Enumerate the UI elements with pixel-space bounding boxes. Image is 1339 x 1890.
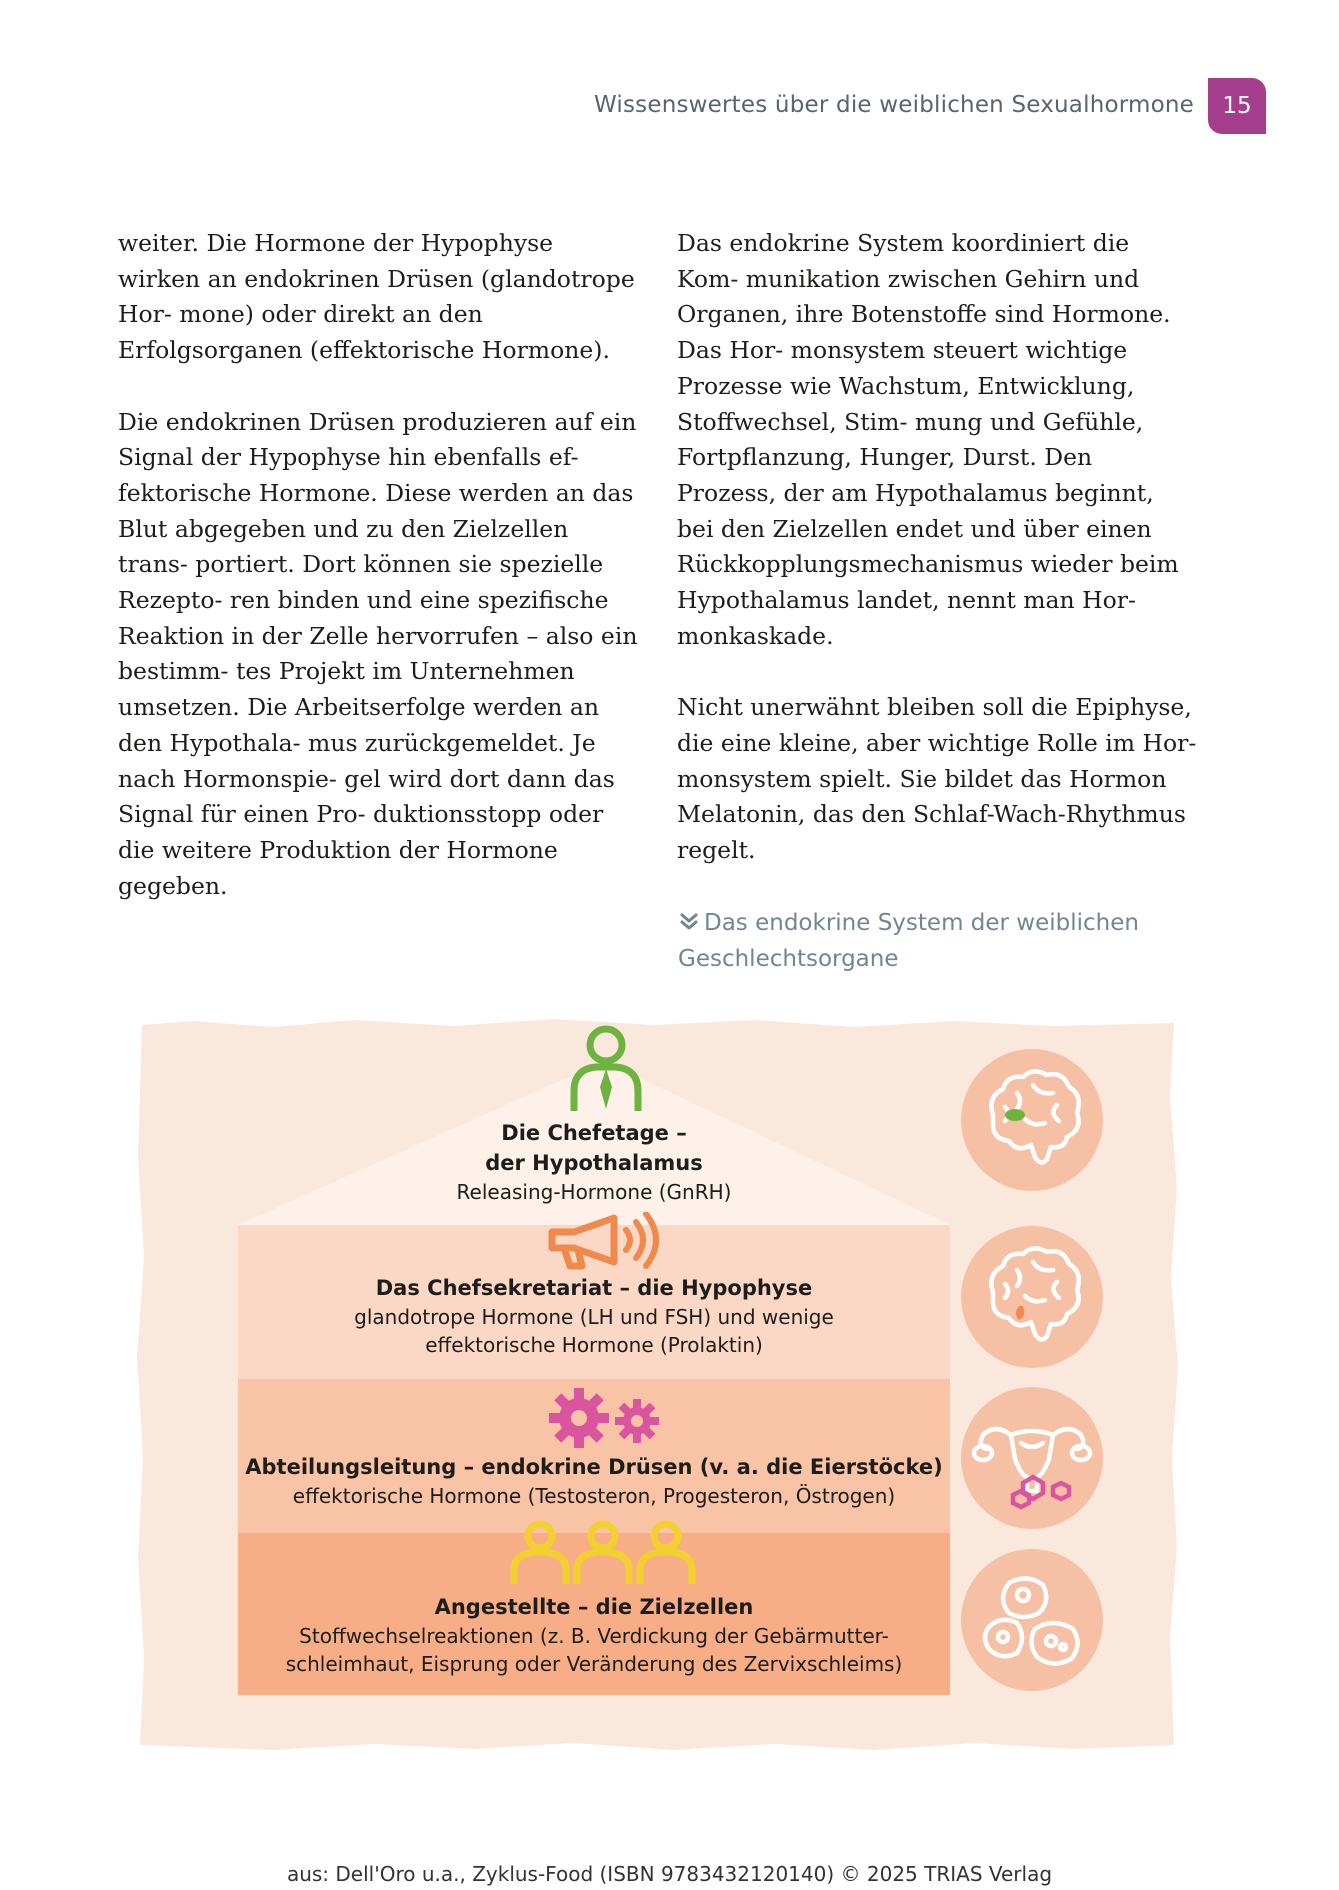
- caption-text: Das endokrine System der weiblichen Geschlechtsorgane: [678, 910, 1139, 972]
- tier-4-subtitle-line: Stoffwechselreaktionen (z. B. Verdickung der Gebärmutter-: [299, 1624, 889, 1648]
- cells-icon: [961, 1549, 1103, 1691]
- tier-1-title-line: der Hypothalamus: [485, 1151, 703, 1175]
- tier-2-subtitle-line: effektorische Hormone (Prolaktin): [425, 1333, 763, 1357]
- paragraph: Nicht unerwähnt bleiben soll die Epiphyse, die eine kleine, aber wichtige Rolle im Hor- monsystem spielt. Sie bildet das Hormon Melatonin, das den Schlaf-Wach-Rhythmus regelt.: [677, 693, 1197, 864]
- tier-3-subtitle: effektorische Hormone (Testosteron, Progesteron, Östrogen): [292, 1484, 896, 1508]
- tier-4-subtitle-line: schleimhaut, Eisprung oder Veränderung des Zervixschleims): [285, 1652, 903, 1676]
- tier-4-text: [238, 1592, 950, 1678]
- chevron-down-icon: [678, 910, 700, 932]
- tier-3-title: Abteilungsleitung – endokrine Drüsen (v. a. die Eierstöcke): [245, 1455, 943, 1479]
- page-number-badge: 15: [1208, 78, 1266, 134]
- people-icon: [510, 1520, 696, 1586]
- tier-2-subtitle-line: glandotrope Hormone (LH und FSH) und wenige: [354, 1305, 834, 1329]
- paragraph: Das endokrine System koordiniert die Kom- munikation zwischen Gehirn und Organen, ihre Botenstoffe sind Hormone. Das Hor- monsystem steuert wichtige Prozesse wie Wachstum, Entwicklung, Stoffwechsel, Stim- mung und Gefühle, Fortpflanzung, Hunger, Durst. Den Prozess, der am Hypothalamus beginnt, bei den Zielzellen endet und über einen Rückkopplungsmechanismus wieder beim Hypothalamus landet, nennt man Hor- monkaskade.: [677, 229, 1179, 650]
- text-column-left: [118, 226, 638, 940]
- footer-source: aus: Dell'Oro u.a., Zyklus-Food (ISBN 9783432120140) © 2025 TRIAS Verlag: [286, 1862, 1053, 1886]
- gears-icon: [545, 1387, 665, 1449]
- uterus-ovaries-icon: [961, 1387, 1103, 1529]
- tier-1-text: [238, 1118, 950, 1206]
- text-column-right: [677, 226, 1197, 904]
- tier-2-text: [238, 1273, 950, 1359]
- tier-2-title: Das Chefsekretariat – die Hypophyse: [375, 1276, 813, 1300]
- megaphone-icon: [546, 1212, 666, 1274]
- tier-1-title-line: Die Chefetage –: [501, 1121, 687, 1145]
- figure-caption: [678, 905, 1198, 977]
- paragraph: weiter. Die Hormone der Hypophyse wirken an endokrinen Drüsen (glandotrope Hor- mone) oder direkt an den Erfolgsorganen (effektorische Hormone).: [118, 229, 635, 365]
- paragraph: Die endokrinen Drüsen produzieren auf ein Signal der Hypophyse hin ebenfalls ef- fektorische Hormone. Diese werden an das Blut abgegeben und zu den Zielzellen trans- portiert. Dort können sie spezielle Rezepto- ren binden und eine spezifische Reaktion in der Zelle hervorrufen – also ein bestimm- tes Projekt im Unternehmen umsetzen. Die Arbeitserfolge werden an den Hypothala- mus zurückgemeldet. Je nach Hormonspie- gel wird dort dann das Signal für einen Pro- duktionsstopp oder die weitere Produktion der Hormone gegeben.: [118, 407, 638, 900]
- tier-1-subtitle: Releasing-Hormone (GnRH): [456, 1180, 732, 1204]
- person-icon: [566, 1025, 646, 1115]
- brain-pituitary-icon: [961, 1226, 1103, 1368]
- running-title: Wissenswertes über die weiblichen Sexualhormone: [593, 92, 1194, 118]
- tier-3-text: [238, 1452, 950, 1510]
- brain-hypothalamus-icon: [961, 1049, 1103, 1191]
- tier-4-title: Angestellte – die Zielzellen: [434, 1595, 754, 1619]
